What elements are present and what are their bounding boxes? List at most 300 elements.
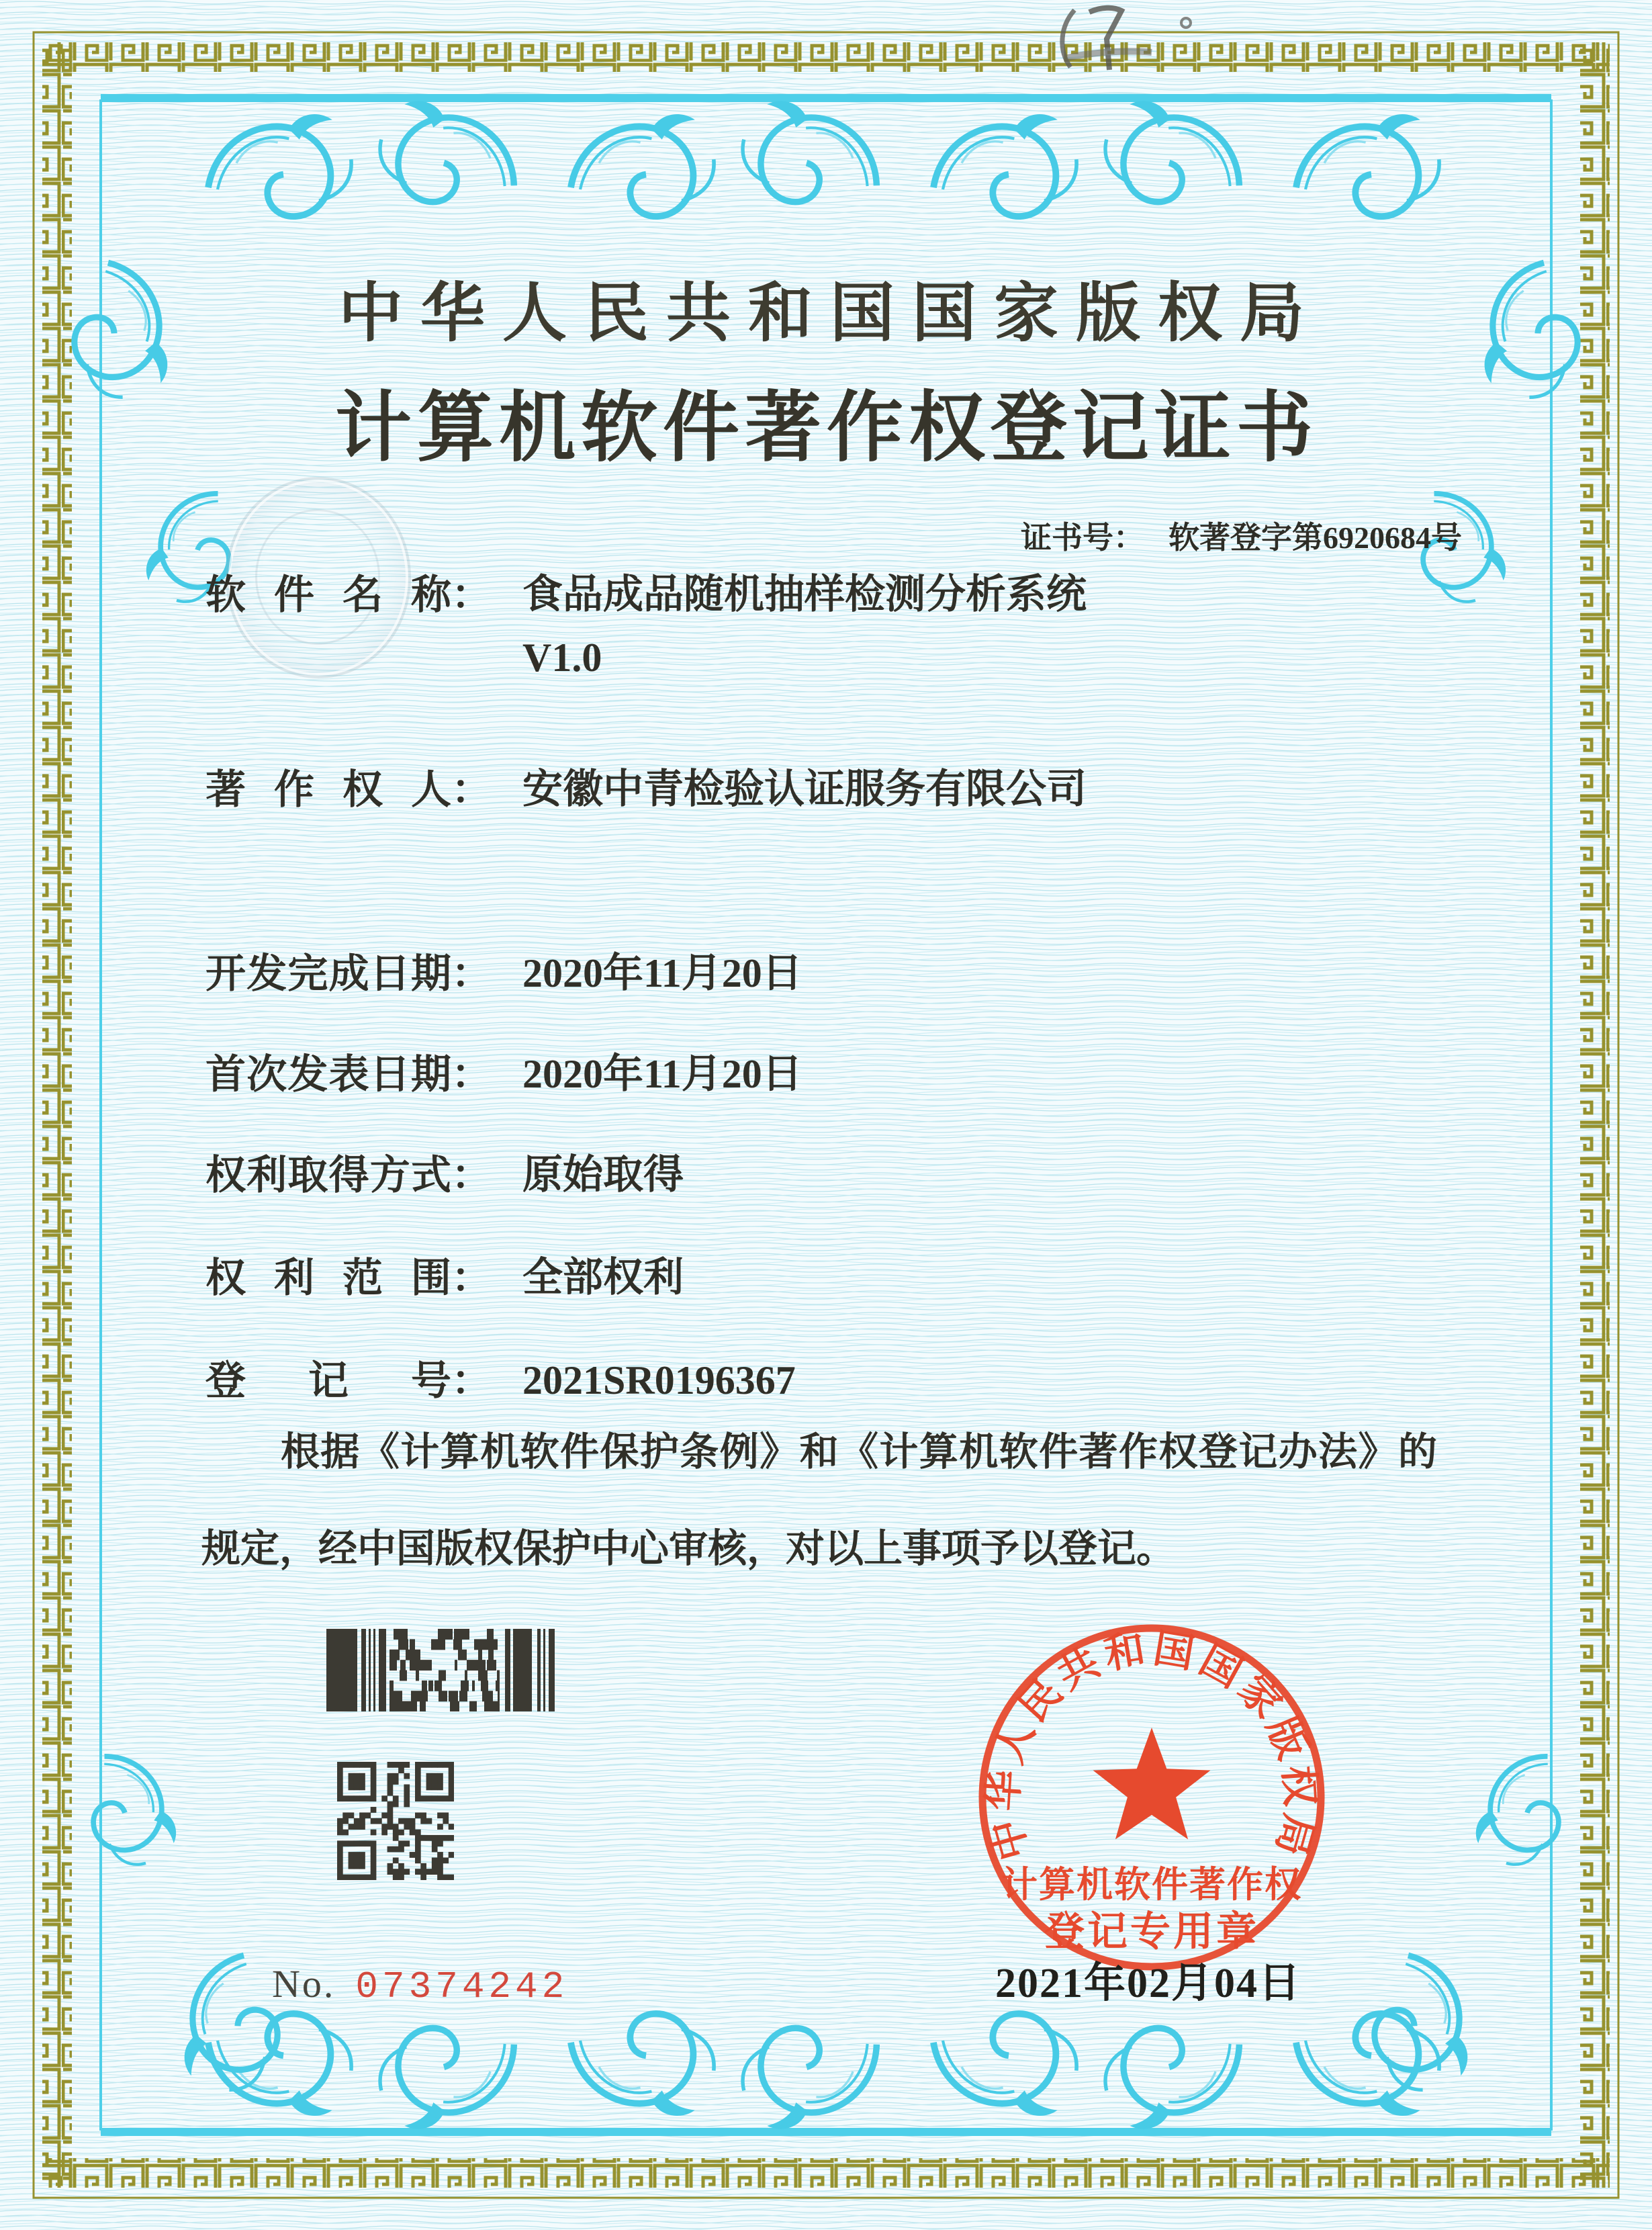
barcode-bar xyxy=(496,1681,500,1691)
qr-module xyxy=(443,1812,449,1818)
qr-module xyxy=(404,1824,410,1830)
barcode-bar xyxy=(410,1660,418,1670)
qr-module xyxy=(349,1824,355,1830)
qr-module xyxy=(337,1830,343,1836)
field-label: 登记号 xyxy=(205,1359,451,1403)
qr-module xyxy=(393,1801,399,1808)
greek-key-left xyxy=(42,42,72,2188)
barcode-bar xyxy=(420,1691,428,1701)
serial-label: No. xyxy=(272,1962,336,2006)
qr-module xyxy=(387,1790,394,1796)
qr-module xyxy=(349,1773,355,1779)
field-row-dev-complete-date: 开发完成日期 ： 2020年11月20日 xyxy=(205,942,802,1005)
qr-module xyxy=(354,1818,360,1824)
qr-module xyxy=(426,1779,432,1785)
seal-line1: 计算机软件著作权 xyxy=(1001,1865,1302,1905)
barcode-bar xyxy=(472,1681,475,1691)
barcode-bar xyxy=(449,1691,458,1701)
field-label: 著作权人 xyxy=(205,768,451,812)
serial-value: 07374242 xyxy=(355,1965,569,2008)
qr-module xyxy=(437,1840,443,1846)
barcode-bar xyxy=(484,1701,488,1711)
barcode-bar xyxy=(477,1639,485,1650)
qr-module xyxy=(415,1812,421,1818)
field-row-rights-scope: 权利范围 ： 全部权利 xyxy=(205,1246,684,1309)
qr-module xyxy=(398,1846,404,1853)
barcode-bar xyxy=(389,1701,399,1711)
barcode-bar xyxy=(395,1650,400,1660)
qr-module xyxy=(449,1773,454,1779)
barcode-bar xyxy=(465,1670,467,1681)
barcode-bar xyxy=(455,1660,457,1670)
qr-module xyxy=(371,1767,377,1773)
field-row-registration-number: 登记号 ： 2021SR0196367 xyxy=(205,1349,796,1412)
qr-module xyxy=(404,1801,410,1808)
qr-module xyxy=(415,1790,421,1796)
qr-module xyxy=(432,1779,438,1785)
qr-module xyxy=(449,1835,454,1841)
barcode-bar xyxy=(373,1629,375,1711)
qr-module xyxy=(420,1795,426,1801)
barcode-bar xyxy=(459,1691,467,1701)
qr-module xyxy=(398,1830,404,1836)
qr-module xyxy=(337,1869,343,1875)
qr-module xyxy=(426,1795,432,1801)
qr-module xyxy=(342,1840,349,1846)
qr-module xyxy=(415,1767,421,1773)
qr-module xyxy=(437,1779,443,1785)
qr-module xyxy=(415,1795,421,1801)
qr-module xyxy=(359,1863,365,1869)
qr-module xyxy=(337,1857,343,1863)
qr-module xyxy=(432,1840,438,1846)
barcode-bar xyxy=(463,1629,469,1640)
barcode-bar xyxy=(487,1660,496,1670)
qr-module xyxy=(337,1790,343,1796)
seal-ring-text: 中华人民共和国国家版权局 xyxy=(980,1625,1323,1865)
qr-module xyxy=(349,1779,355,1785)
barcode-bar xyxy=(406,1650,414,1660)
qr-module xyxy=(449,1790,454,1796)
qr-module xyxy=(393,1875,399,1880)
qr-module xyxy=(404,1795,410,1801)
barcode-bar xyxy=(400,1660,406,1670)
qr-module xyxy=(371,1869,377,1875)
qr-module xyxy=(393,1830,399,1836)
barcode-bar xyxy=(416,1670,419,1681)
barcode-bar xyxy=(482,1691,485,1701)
qr-module xyxy=(432,1762,438,1768)
barcode-icon xyxy=(326,1629,555,1711)
issuer-title: 中华人民共和国国家版权局 xyxy=(338,277,1322,349)
qr-module xyxy=(398,1767,404,1773)
qr-module xyxy=(393,1835,399,1841)
qr-module xyxy=(354,1852,360,1858)
qr-module xyxy=(387,1762,394,1768)
qr-module xyxy=(349,1863,355,1869)
qr-module xyxy=(365,1762,371,1768)
qr-module xyxy=(432,1869,438,1875)
cyan-bottom-bar xyxy=(101,2130,1551,2136)
qr-module xyxy=(359,1762,365,1768)
qr-module xyxy=(393,1762,399,1768)
barcode-bar xyxy=(485,1691,493,1701)
qr-module xyxy=(404,1762,410,1768)
barcode-bar xyxy=(404,1701,412,1711)
qr-module xyxy=(354,1773,360,1779)
qr-module xyxy=(354,1857,360,1863)
qr-module xyxy=(443,1762,449,1768)
qr-module xyxy=(342,1795,349,1801)
qr-module xyxy=(426,1869,432,1875)
field-value: 原始取得 xyxy=(522,1153,684,1197)
field-label: 开发完成日期 xyxy=(205,952,451,996)
qr-module xyxy=(376,1818,382,1824)
barcode-bar xyxy=(389,1681,394,1691)
qr-module xyxy=(404,1818,410,1824)
qr-module xyxy=(432,1773,438,1779)
qr-module xyxy=(443,1818,449,1824)
barcode-bar xyxy=(450,1701,459,1711)
qr-module xyxy=(359,1795,365,1801)
barcode-bar xyxy=(444,1629,453,1640)
qr-module xyxy=(426,1818,432,1824)
qr-module xyxy=(415,1857,421,1863)
serial-number-line xyxy=(272,1961,568,2008)
qr-module xyxy=(342,1830,349,1836)
barcode-bar xyxy=(369,1629,371,1711)
qr-module xyxy=(387,1824,394,1830)
barcode-bar xyxy=(400,1670,402,1681)
qr-module xyxy=(337,1779,343,1785)
certificate-number-label: 证书号： xyxy=(1021,521,1144,555)
qr-module xyxy=(371,1785,377,1791)
qr-module xyxy=(349,1857,355,1863)
qr-module xyxy=(449,1852,454,1858)
qr-module xyxy=(387,1812,394,1818)
qr-module xyxy=(449,1824,454,1830)
barcode-bar xyxy=(445,1691,447,1701)
barcode-bar xyxy=(493,1639,498,1650)
barcode-bar xyxy=(476,1660,486,1670)
red-star-icon xyxy=(1093,1728,1211,1839)
field-value: 2020年11月20日 xyxy=(522,1052,802,1096)
qr-module xyxy=(359,1852,365,1858)
barcode-bar xyxy=(434,1681,442,1691)
certificate-number-line xyxy=(1021,513,1462,558)
qr-module xyxy=(437,1857,443,1863)
qr-module xyxy=(337,1773,343,1779)
qr-module xyxy=(426,1773,432,1779)
qr-module xyxy=(437,1812,443,1818)
qr-module xyxy=(420,1818,426,1824)
qr-module xyxy=(426,1835,432,1841)
qr-module xyxy=(365,1875,371,1880)
qr-module xyxy=(449,1762,454,1768)
qr-module xyxy=(337,1875,343,1880)
barcode-bar xyxy=(495,1701,500,1711)
qr-module xyxy=(420,1835,426,1841)
field-value-line2: V1.0 xyxy=(522,635,602,680)
greek-key-bottom xyxy=(42,2158,1610,2188)
qr-module xyxy=(398,1875,404,1880)
qr-module xyxy=(387,1801,394,1808)
barcode-bar xyxy=(402,1639,408,1650)
qr-module xyxy=(404,1790,410,1796)
qr-module xyxy=(398,1762,404,1768)
field-label: 软件名称 xyxy=(205,573,451,617)
qr-module xyxy=(342,1812,349,1818)
qr-module xyxy=(393,1869,399,1875)
qr-module xyxy=(371,1852,377,1858)
qr-module xyxy=(420,1812,426,1818)
barcode-bar xyxy=(439,1691,445,1701)
qr-module xyxy=(393,1824,399,1830)
barcode-bar xyxy=(469,1701,477,1711)
qr-module xyxy=(371,1818,377,1824)
greek-key-right xyxy=(1580,42,1610,2188)
qr-module xyxy=(437,1795,443,1801)
qr-module xyxy=(404,1773,410,1779)
qr-module xyxy=(449,1875,454,1880)
barcode-bar xyxy=(422,1681,427,1691)
qr-module xyxy=(415,1846,421,1853)
qr-module xyxy=(415,1779,421,1785)
barcode-bar xyxy=(418,1660,424,1670)
qr-module xyxy=(349,1785,355,1791)
barcode-bar xyxy=(398,1639,402,1650)
barcode-bar xyxy=(478,1650,482,1660)
qr-module xyxy=(393,1773,399,1779)
qr-module xyxy=(359,1857,365,1863)
qr-module xyxy=(415,1840,421,1846)
qr-module xyxy=(371,1762,377,1768)
qr-module xyxy=(404,1869,410,1875)
qr-module xyxy=(432,1857,438,1863)
qr-module xyxy=(365,1812,371,1818)
qr-module xyxy=(371,1779,377,1785)
qr-module xyxy=(371,1790,377,1796)
qr-module xyxy=(426,1785,432,1791)
barcode-bar xyxy=(410,1639,415,1650)
qr-module xyxy=(415,1830,421,1836)
qr-module xyxy=(437,1869,443,1875)
qr-module xyxy=(337,1863,343,1869)
qr-module xyxy=(410,1818,416,1824)
field-value: 2020年11月20日 xyxy=(522,951,802,995)
issue-date: 2021年02月04日 xyxy=(995,1961,1301,2006)
qr-module xyxy=(393,1846,399,1853)
qr-module xyxy=(337,1840,343,1846)
qr-module xyxy=(437,1852,443,1858)
qr-module xyxy=(404,1785,410,1791)
barcode-bar xyxy=(361,1629,366,1711)
barcode-bar xyxy=(485,1639,493,1650)
field-label: 权利范围 xyxy=(205,1256,451,1300)
qr-module xyxy=(410,1830,416,1836)
barcode-bar xyxy=(439,1670,446,1681)
barcode-bar xyxy=(389,1691,398,1701)
qr-module xyxy=(359,1785,365,1791)
qr-module xyxy=(381,1824,387,1830)
qr-module xyxy=(337,1846,343,1853)
qr-module xyxy=(449,1779,454,1785)
field-value: 2021SR0196367 xyxy=(522,1358,796,1402)
barcode-bar xyxy=(428,1681,433,1691)
qr-module xyxy=(393,1795,399,1801)
barcode-bar xyxy=(458,1650,467,1660)
barcode-bar xyxy=(549,1629,555,1711)
qr-module xyxy=(432,1785,438,1791)
qr-module xyxy=(415,1762,421,1768)
barcode-bar xyxy=(414,1650,420,1660)
official-seal xyxy=(970,1617,1333,1994)
qr-module xyxy=(449,1795,454,1801)
qr-module xyxy=(371,1863,377,1869)
qr-module xyxy=(398,1818,404,1824)
qr-module xyxy=(415,1869,421,1875)
qr-module xyxy=(404,1840,410,1846)
qr-module xyxy=(387,1863,394,1869)
qr-module xyxy=(437,1875,443,1880)
field-row-software-name: 软件名称 ： 食品成品随机抽样检测分析系统 V1.0 xyxy=(205,563,1087,689)
barcode-bar xyxy=(488,1701,495,1711)
barcode-bar xyxy=(438,1629,444,1640)
qr-module xyxy=(349,1840,355,1846)
qr-module xyxy=(354,1875,360,1880)
qr-module xyxy=(371,1830,377,1836)
barcode-bar xyxy=(326,1629,357,1711)
field-row-rights-acquisition: 权利取得方式 ： 原始取得 xyxy=(205,1143,684,1206)
qr-module xyxy=(415,1852,421,1858)
qr-module xyxy=(342,1875,349,1880)
qr-module xyxy=(349,1875,355,1880)
barcode-bar xyxy=(379,1629,386,1711)
barcode-bar xyxy=(424,1660,432,1670)
qr-module xyxy=(354,1824,360,1830)
qr-module xyxy=(337,1818,343,1824)
barcode-bar xyxy=(478,1670,488,1681)
certificate-title: 计算机软件著作权登记证书 xyxy=(334,386,1318,471)
barcode-bar xyxy=(461,1681,469,1691)
qr-module xyxy=(393,1779,399,1785)
qr-module xyxy=(443,1835,449,1841)
field-value: 全部权利 xyxy=(522,1255,684,1300)
barcode-bar xyxy=(420,1701,426,1711)
qr-module xyxy=(420,1863,426,1869)
barcode-bar xyxy=(411,1691,420,1701)
qr-module xyxy=(387,1818,394,1824)
qr-module xyxy=(371,1807,377,1813)
qr-module xyxy=(354,1863,360,1869)
qr-module xyxy=(359,1875,365,1880)
barcode-bar xyxy=(487,1629,494,1640)
qr-module xyxy=(420,1869,426,1875)
qr-module xyxy=(342,1762,349,1768)
qr-module xyxy=(387,1785,394,1791)
qr-module xyxy=(354,1762,360,1768)
field-label: 权利取得方式 xyxy=(205,1153,451,1198)
qr-module xyxy=(371,1795,377,1801)
qr-module xyxy=(398,1840,404,1846)
qr-module xyxy=(449,1767,454,1773)
qr-module xyxy=(415,1773,421,1779)
qr-module xyxy=(349,1795,355,1801)
qr-module xyxy=(337,1824,343,1830)
qr-module xyxy=(337,1785,343,1791)
qr-module xyxy=(420,1762,426,1768)
qr-module xyxy=(437,1824,443,1830)
qr-module xyxy=(337,1852,343,1858)
barcode-bar xyxy=(474,1639,477,1650)
qr-module xyxy=(337,1767,343,1773)
qr-module xyxy=(398,1863,404,1869)
qr-code-icon xyxy=(337,1762,454,1880)
qr-module xyxy=(359,1779,365,1785)
qr-module xyxy=(387,1807,394,1813)
qr-module xyxy=(387,1846,394,1853)
qr-module xyxy=(342,1818,349,1824)
qr-module xyxy=(449,1785,454,1791)
qr-module xyxy=(415,1835,421,1841)
qr-module xyxy=(365,1840,371,1846)
qr-module xyxy=(387,1773,394,1779)
qr-module xyxy=(365,1795,371,1801)
qr-module xyxy=(432,1863,438,1869)
qr-module xyxy=(359,1773,365,1779)
qr-module xyxy=(420,1875,426,1880)
certificate-number-value: 软著登字第6920684号 xyxy=(1168,521,1462,555)
barcode-bar xyxy=(497,1670,500,1681)
barcode-bar xyxy=(481,1681,488,1691)
qr-module xyxy=(437,1863,443,1869)
field-label: 首次发表日期 xyxy=(205,1053,451,1097)
qr-module xyxy=(443,1857,449,1863)
barcode-bar xyxy=(453,1639,462,1650)
barcode-bar xyxy=(403,1629,408,1640)
qr-module xyxy=(393,1857,399,1863)
qr-module xyxy=(359,1840,365,1846)
barcode-bar xyxy=(454,1629,463,1640)
qr-module xyxy=(381,1812,387,1818)
qr-module xyxy=(443,1795,449,1801)
barcode-bar xyxy=(488,1650,494,1660)
qr-module xyxy=(359,1824,365,1830)
barcode-bar xyxy=(398,1691,402,1701)
qr-module xyxy=(349,1762,355,1768)
qr-module xyxy=(443,1875,449,1880)
barcode-bar xyxy=(537,1629,541,1711)
qr-module xyxy=(381,1795,387,1801)
qr-module xyxy=(337,1795,343,1801)
qr-module xyxy=(371,1773,377,1779)
qr-module xyxy=(437,1785,443,1791)
field-value: 安徽中青检验认证服务有限公司 xyxy=(522,767,1087,811)
qr-module xyxy=(354,1785,360,1791)
qr-module xyxy=(387,1779,394,1785)
qr-module xyxy=(398,1869,404,1875)
barcode-bar xyxy=(402,1670,407,1681)
qr-module xyxy=(349,1852,355,1858)
qr-module xyxy=(437,1773,443,1779)
barcode-bar xyxy=(389,1650,395,1660)
qr-module xyxy=(371,1846,377,1853)
qr-module xyxy=(432,1846,438,1853)
barcode-bar xyxy=(467,1660,476,1670)
qr-module xyxy=(426,1762,432,1768)
qr-module xyxy=(437,1835,443,1841)
qr-module xyxy=(410,1852,416,1858)
